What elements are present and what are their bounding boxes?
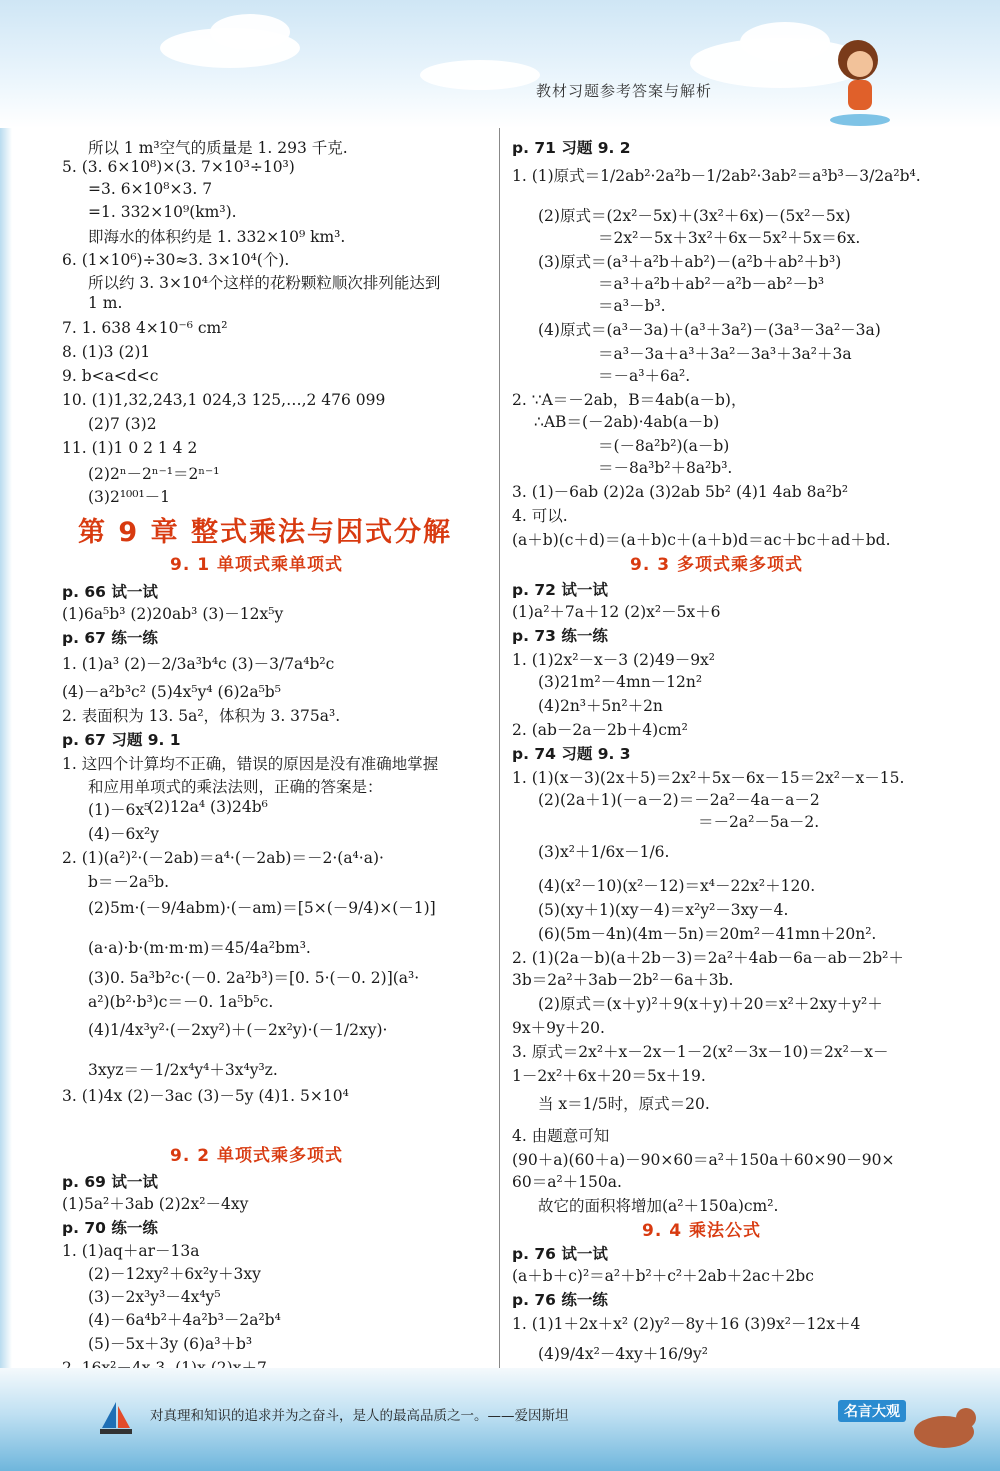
answer-line: 和应用单项式的乘法法则，正确的答案是： (88, 778, 383, 796)
answer-line: (3)2¹⁰⁰¹－1 (88, 488, 171, 506)
answer-line: 2. 表面积为 13. 5a²，体积为 3. 375a³. (62, 707, 341, 725)
section-title: 9. 3 多项式乘多项式 (630, 555, 803, 575)
exercise-heading: p. 67 习题 9. 1 (62, 731, 181, 749)
answer-line: (1)6a⁵b³ (2)20ab³ (3)－12x⁵y (62, 605, 284, 623)
answer-line: 1. (1)aq＋ar－13a (62, 1242, 200, 1260)
answer-line: ＝a³－3a＋a³＋3a²－3a³＋3a²＋3a (598, 345, 852, 363)
exercise-heading: p. 74 习题 9. 3 (512, 745, 631, 763)
answer-line: (2)原式＝(x＋y)²＋9(x＋y)＋20＝x²＋2xy＋y²＋ (538, 995, 883, 1013)
answer-line: ∴AB＝(－2ab)·4ab(a－b) (534, 413, 720, 431)
answer-line: 9. b<a<d<c (62, 367, 159, 385)
answer-line: (2)5m·(－9/4abm)·(－am)＝[5×(－9/4)×(－1)] (88, 899, 436, 917)
answer-line: (3)21m²－4mn－12n² (538, 673, 703, 691)
answer-line: 7. 1. 638 4×10⁻⁶ cm² (62, 319, 228, 337)
answer-line: 2. (1)(a²)²·(－2ab)＝a⁴·(－2ab)＝－2·(a⁴·a)· (62, 849, 384, 867)
answer-line: 6. (1×10⁶)÷30≈3. 3×10⁴(个). (62, 251, 290, 269)
answer-line: 即海水的体积约是 1. 332×10⁹ km³. (88, 228, 346, 246)
answer-line: 4. 由题意可知 (512, 1127, 610, 1145)
exercise-heading: p. 72 试一试 (512, 581, 608, 599)
answer-line: ＝(－8a²b²)(a－b) (598, 437, 730, 455)
cartoon-girl-illustration (820, 30, 900, 130)
exercise-heading: p. 70 练一练 (62, 1219, 158, 1237)
answer-line: (4)－a²b³c² (5)4x⁵y⁴ (6)2a⁵b⁵ (62, 683, 281, 701)
answer-line: 9x＋9y＋20. (512, 1019, 605, 1037)
page-edge (0, 128, 12, 1368)
exercise-heading: p. 71 习题 9. 2 (512, 139, 631, 157)
column-divider (499, 128, 500, 1368)
answer-line: (3)x²＋1/6x－1/6. (538, 843, 670, 861)
answer-line: (5)(xy＋1)(xy－4)＝x²y²－3xy－4. (538, 901, 789, 919)
answer-line: 1. (1)1＋2x＋x² (2)y²－8y＋16 (3)9x²－12x＋4 (512, 1315, 861, 1333)
answer-line: (a·a)·b·(m·m·m)＝45/4a²bm³. (88, 939, 311, 957)
answer-line: (3)原式＝(a³＋a²b＋ab²)－(a²b＋ab²＋b³) (538, 253, 842, 271)
answer-line: (3)0. 5a³b²c·(－0. 2a²b³)＝[0. 5·(－0. 2)](a³· (88, 969, 420, 987)
header-title: 教材习题参考答案与解析 (536, 82, 713, 100)
answer-line: (4)－6a⁴b²＋4a²b³－2a²b⁴ (88, 1311, 281, 1329)
answer-line: (2)原式＝(2x²－5x)＋(3x²＋6x)－(5x²－5x) (538, 207, 851, 225)
cloud (210, 14, 290, 50)
answer-line: (1)5a²＋3ab (2)2x²－4xy (62, 1195, 249, 1213)
answer-line: 2. ∵A＝－2ab，B＝4ab(a－b)， (512, 391, 747, 409)
answer-line: (2)－12xy²＋6x²y＋3xy (88, 1265, 261, 1283)
exercise-heading: p. 76 练一练 (512, 1291, 608, 1309)
answer-line: 8. (1)3 (2)1 (62, 343, 151, 361)
section-title: 9. 4 乘法公式 (642, 1221, 761, 1241)
answer-line: ＝2x²－5x＋3x²＋6x－5x²＋5x＝6x. (598, 229, 861, 247)
seal-illustration (908, 1392, 978, 1452)
answer-line: (2)7 (3)2 (88, 415, 157, 433)
exercise-heading: p. 67 练一练 (62, 629, 158, 647)
exercise-heading: p. 73 练一练 (512, 627, 608, 645)
answer-line: (4)－6x²y (88, 825, 160, 843)
answer-line: 3. 原式＝2x²＋x－2x－1－2(x²－3x－10)＝2x²－x－ (512, 1043, 889, 1061)
answer-line: ＝－8a³b²＋8a²b³. (598, 459, 733, 477)
answer-line: ＝－a³＋6a². (598, 367, 691, 385)
answer-line: 2. (ab－2a－2b＋4)cm² (512, 721, 688, 739)
answer-line: b＝－2a⁵b. (88, 873, 170, 891)
answer-line: (4)(x²－10)(x²－12)＝x⁴－22x²＋120. (538, 877, 816, 895)
exercise-heading: p. 69 试一试 (62, 1173, 158, 1191)
answer-line: 11. (1)1 0 2 1 4 2 (62, 439, 198, 457)
answer-line: 3. (1)4x (2)－3ac (3)－5y (4)1. 5×10⁴ (62, 1087, 349, 1105)
answer-line: 1. (1)原式＝1/2ab²·2a²b－1/2ab²·3ab²＝a³b³－3/2a²b⁴. (512, 167, 921, 185)
answer-line: (a＋b＋c)²＝a²＋b²＋c²＋2ab＋2ac＋2bc (512, 1267, 814, 1285)
answer-line: (6)(5m－4n)(4m－5n)＝20m²－41mn＋20n². (538, 925, 877, 943)
answer-line: (3)－2x³y³－4x⁴y⁵ (88, 1288, 221, 1306)
sailboat-icon (96, 1398, 136, 1438)
answer-line: (4)9/4x²－4xy＋16/9y² (538, 1345, 708, 1363)
exercise-heading: p. 66 试一试 (62, 583, 158, 601)
answer-line: 所以 1 m³空气的质量是 1. 293 千克. (88, 139, 348, 157)
answer-line: (2)2ⁿ－2ⁿ⁻¹＝2ⁿ⁻¹ (88, 465, 220, 483)
cloud (420, 60, 540, 90)
answer-line: (1)a²＋7a＋12 (2)x²－5x＋6 (512, 603, 721, 621)
answer-line: 5. (3. 6×10⁸)×(3. 7×10³÷10³) (62, 158, 295, 176)
answer-line: 1. (1)2x²－x－3 (2)49－9x² (512, 651, 716, 669)
answer-line: 3b＝2a²＋3ab－2b²－6a＋3b. (512, 971, 734, 989)
answer-line: =3. 6×10⁸×3. 7 (88, 180, 213, 198)
answer-line: 10. (1)1,32,243,1 024,3 125,…,2 476 099 (62, 391, 386, 409)
answer-line: (4)原式＝(a³－3a)＋(a³＋3a²)－(3a³－3a²－3a) (538, 321, 881, 339)
answer-line: (a＋b)(c＋d)＝(a＋b)c＋(a＋b)d＝ac＋bc＋ad＋bd. (512, 531, 891, 549)
section-title: 9. 2 单项式乘多项式 (170, 1146, 343, 1166)
answer-line: 1. (1)(x－3)(2x＋5)＝2x²＋5x－6x－15＝2x²－x－15. (512, 769, 905, 787)
answer-line: ＝－2a²－5a－2. (698, 813, 820, 831)
answer-line: (4)2n³＋5n²＋2n (538, 697, 663, 715)
answer-line: (5)－5x＋3y (6)a³＋b³ (88, 1335, 253, 1353)
exercise-heading: p. 76 试一试 (512, 1245, 608, 1263)
answer-line: (2)12a⁴ (3)24b⁶ (148, 798, 268, 816)
cloud (740, 22, 830, 62)
section-title: 9. 1 单项式乘单项式 (170, 555, 343, 575)
quote-badge: 名言大观 (838, 1400, 906, 1422)
answer-line: 所以约 3. 3×10⁴个这样的花粉颗粒顺次排列能达到 (88, 274, 441, 292)
answer-line: =1. 332×10⁹(km³). (88, 203, 237, 221)
answer-line: 4. 可以. (512, 507, 568, 525)
answer-line: ＝a³－b³. (598, 297, 666, 315)
answer-line: 3. (1)－6ab (2)2a (3)2ab 5b² (4)1 4ab 8a²b² (512, 483, 849, 501)
answer-line: a²)(b²·b³)c＝－0. 1a⁵b⁵c. (88, 993, 274, 1011)
footer-quote: 对真理和知识的追求并为之奋斗，是人的最高品质之一。——爱因斯坦 (150, 1408, 569, 1424)
answer-line: 1－2x²＋6x＋20＝5x＋19. (512, 1067, 706, 1085)
answer-line: ＝a³＋a²b＋ab²－a²b－ab²－b³ (598, 275, 825, 293)
answer-line: 1 m. (88, 294, 123, 312)
answer-line: (4)1/4x³y²·(－2xy²)＋(－2x²y)·(－1/2xy)· (88, 1021, 388, 1039)
answer-line: 60＝a²＋150a. (512, 1173, 622, 1191)
answer-line: 1. 这四个计算均不正确，错误的原因是没有准确地掌握 (62, 755, 439, 773)
answer-line: 当 x＝1/5时，原式＝20. (538, 1095, 710, 1113)
answer-line: (90＋a)(60＋a)－90×60＝a²＋150a＋60×90－90× (512, 1151, 895, 1169)
answer-line: (2)(2a＋1)(－a－2)＝－2a²－4a－a－2 (538, 791, 820, 809)
answer-line: 2. (1)(2a－b)(a＋2b－3)＝2a²＋4ab－6a－ab－2b²＋ (512, 949, 904, 967)
answer-line: 故它的面积将增加(a²＋150a)cm². (538, 1197, 779, 1215)
answer-line: (1)－6x⁵ (88, 801, 151, 819)
chapter-title: 第 9 章 整式乘法与因式分解 (78, 517, 452, 548)
answer-line: 3xyz＝－1/2x⁴y⁴＋3x⁴y³z. (88, 1061, 278, 1079)
answer-line: 1. (1)a³ (2)－2/3a³b⁴c (3)－3/7a⁴b²c (62, 655, 335, 673)
